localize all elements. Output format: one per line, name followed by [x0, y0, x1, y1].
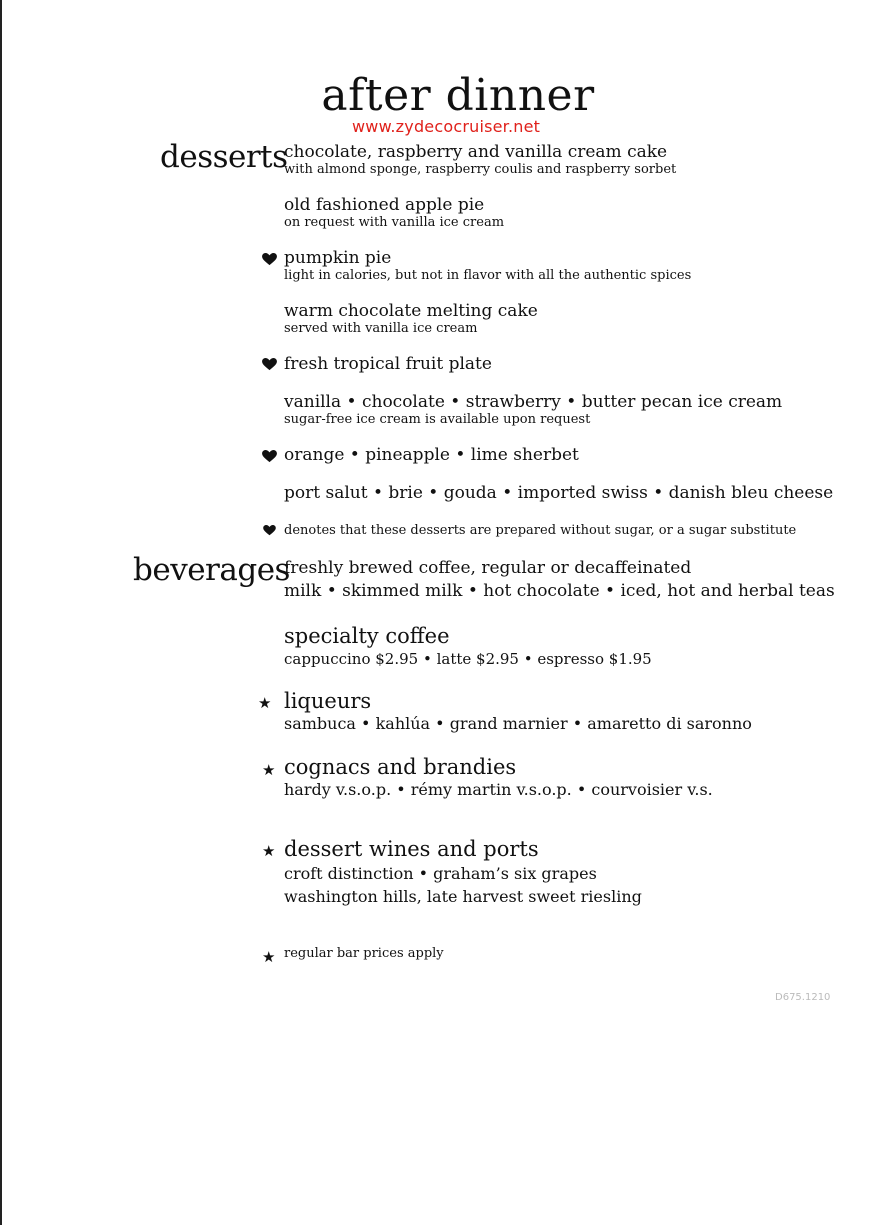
beverage-options: hardy v.s.o.p. • rémy martin v.s.o.p. • courvoisier v.s.: [284, 780, 713, 799]
dessert-name: fresh tropical fruit plate: [284, 354, 492, 374]
star-icon: ★: [262, 842, 276, 860]
desserts-heading: desserts: [160, 139, 288, 175]
dessert-name: warm chocolate melting cake: [284, 301, 538, 321]
heart-icon: [262, 253, 277, 266]
dessert-item: [284, 445, 579, 465]
heart-icon: [262, 450, 277, 463]
beverage-options: cappuccino $2.95 • latte $2.95 • espresso $1.95: [284, 650, 652, 668]
beverage-basic: [284, 557, 835, 602]
dessert-item: [284, 248, 691, 284]
dessert-desc: with almond sponge, raspberry coulis and raspberry sorbet: [284, 162, 677, 177]
dessert-item: [284, 142, 676, 178]
beverage-options: washington hills, late harvest sweet riesling: [284, 887, 642, 906]
heart-icon: [263, 525, 276, 536]
dessert-item: [284, 483, 833, 503]
sugar-free-note: denotes that these desserts are prepared without sugar, or a sugar substitute: [284, 523, 797, 538]
beverage-title: specialty coffee: [284, 624, 450, 648]
dessert-item: [284, 392, 782, 428]
beverage-options: sambuca • kahlúa • grand marnier • amaretto di saronno: [284, 714, 752, 733]
beverage-title: cognacs and brandies: [284, 755, 517, 779]
beverage-line: milk • skimmed milk • hot chocolate • iced, hot and herbal teas: [284, 581, 835, 601]
beverage-options: croft distinction • graham’s six grapes: [284, 864, 597, 883]
menu-code: D675.1210: [775, 992, 831, 1003]
dessert-name: old fashioned apple pie: [284, 195, 485, 215]
beverage-title: liqueurs: [284, 689, 372, 713]
dessert-desc: on request with vanilla ice cream: [284, 215, 505, 230]
menu-title: after dinner: [321, 70, 595, 121]
beverage-specialty: [284, 624, 652, 669]
star-icon: ★: [262, 948, 276, 966]
bar-prices-note: regular bar prices apply: [284, 946, 444, 961]
dessert-name: orange • pineapple • lime sherbet: [284, 445, 579, 465]
dessert-item: [284, 354, 492, 374]
star-icon: ★: [258, 694, 272, 712]
dessert-desc: served with vanilla ice cream: [284, 321, 478, 336]
watermark-url: www.zydecocruiser.net: [352, 117, 541, 136]
dessert-name: chocolate, raspberry and vanilla cream cake: [284, 142, 668, 162]
dessert-desc: light in calories, but not in flavor with all the authentic spices: [284, 268, 692, 283]
dessert-item: [284, 195, 504, 231]
beverage-title: dessert wines and ports: [284, 837, 539, 861]
beverage-line: freshly brewed coffee, regular or decaffeinated: [284, 558, 692, 578]
star-icon: ★: [262, 761, 276, 779]
page-left-border: [0, 0, 2, 1225]
heart-icon: [262, 358, 277, 371]
beverages-heading: beverages: [133, 552, 290, 588]
beverage-cognacs: [284, 755, 713, 800]
dessert-name: vanilla • chocolate • strawberry • butter pecan ice cream: [284, 392, 783, 412]
dessert-desc: sugar-free ice cream is available upon request: [284, 412, 591, 427]
beverage-liqueurs: [284, 689, 752, 734]
dessert-name: pumpkin pie: [284, 248, 392, 268]
dessert-name: port salut • brie • gouda • imported swiss • danish bleu cheese: [284, 483, 834, 503]
dessert-item: [284, 301, 538, 337]
beverage-wines: [284, 837, 642, 908]
